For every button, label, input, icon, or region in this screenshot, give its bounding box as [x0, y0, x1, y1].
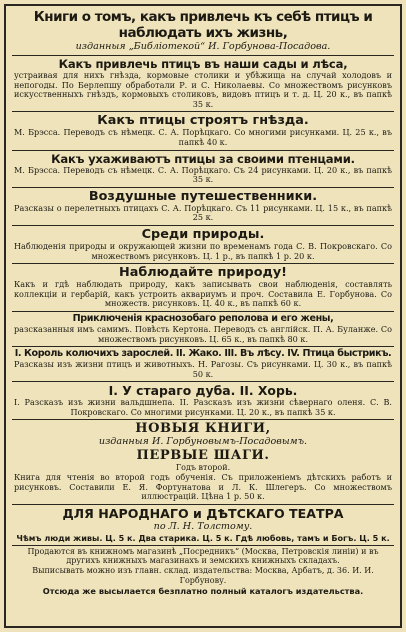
- divider: [12, 311, 394, 312]
- book-entry-6: [12, 265, 394, 309]
- book-description: Какъ и гдѣ наблюдать природу, какъ записывать свои наблюденія, составлять коллекціи и гербарій, какъ устроить аквариумъ и проч. Составила Е. Горбунова. Со множеств. рисунковъ. Ц. 40 к., въ папкѣ 60 к.: [14, 279, 392, 309]
- book-entry-8: [12, 348, 394, 379]
- book-description: Разсказы изъ жизни птицъ и животныхъ. Н. Рагозы. Съ рисунками. Ц. 30 к., въ папкѣ 50 к.: [14, 359, 392, 379]
- book-title: Какъ ухаживаютъ птицы за своими птенцами.: [51, 151, 355, 166]
- catalog-page: [4, 4, 402, 628]
- page-title: Книги о томъ, какъ привлечь къ себѣ птицъ и наблюдать ихъ жизнь,: [33, 9, 373, 41]
- theatre-subtitle: по Л. Н. Толстому.: [153, 520, 253, 532]
- page-subtitle: изданныя „Библіотекой“ И. Горбунова-Посадова.: [75, 41, 331, 52]
- divider: [12, 419, 394, 420]
- book-description: Наблюденія природы и окружающей жизни по временамъ года С. В. Покровскаго. Со множествомъ рисунковъ. Ц. 1 р., въ папкѣ 1 р. 20 к.: [14, 240, 392, 261]
- new-book-year: Годъ второй.: [175, 463, 231, 473]
- book-title: Какъ привлечь птицъ въ наши сады и лѣса,: [58, 57, 348, 71]
- book-title: Приключенія краснозобаго реполова и его жены,: [72, 312, 334, 324]
- divider: [12, 55, 394, 56]
- book-entry-4: [12, 189, 394, 223]
- footer-order-address: Выписывать можно изъ главн. склад. издательства: Москва, Арбатъ, д. 36. И. И. Горбунову.: [32, 565, 374, 585]
- footer-where-sold: Продаются въ книжномъ магазинѣ „Посредникъ“ (Москва, Петровскія линіи) и въ другихъ книжныхъ магазинахъ и земскихъ книжныхъ складахъ.: [27, 546, 379, 566]
- book-entry-2: [12, 113, 394, 147]
- book-title: Наблюдайте природу!: [118, 265, 287, 281]
- book-description: устраивая для нихъ гнѣзда, кормовые столики и убѣжища на случай холодовъ и непогоды. По Берлепшу обработали Р. и С. Николаевы. Со множествомъ рисунковъ искусственныхъ гнѣздъ, кормовыхъ столиковъ, видовъ птицъ и т. д. Ц. 20 к., въ папкѣ 35 к.: [14, 70, 392, 109]
- theatre-titles: Чѣмъ люди живы. Ц. 5 к. Два старика. Ц. 5 к. Гдѣ любовь, тамъ и Богъ. Ц. 5 к.: [16, 532, 390, 543]
- new-books-section: [12, 421, 394, 501]
- book-entry-5: [12, 227, 394, 261]
- theatre-section: [12, 506, 394, 543]
- book-title: I. Король колючихъ зарослей. II. Жако. III. Въ лѣсу. IV. Птица быстрикъ.: [14, 348, 392, 360]
- new-books-heading: НОВЫЯ КНИГИ,: [135, 421, 271, 437]
- divider: [12, 187, 394, 188]
- new-book-description: Книга для чтенія во второй годъ обученія. Съ приложеніемъ дѣтскихъ работъ и рисунковъ. Составили Е. Я. Фортунатова и Л. К. Шлегеръ. Со множествомъ иллюстрацій. Цѣна 1 р. 50 к.: [14, 471, 392, 502]
- page-header: [12, 9, 394, 53]
- book-description: М. Брэсса. Переводъ съ нѣмецк. С. А. Порѣцкаго. Со многими рисунками. Ц. 25 к., въ папкѣ 40 к.: [14, 127, 392, 147]
- theatre-heading: ДЛЯ НАРОДНАГО и ДѢТСКАГО ТЕАТРА: [62, 505, 344, 521]
- footer: [12, 547, 394, 597]
- book-entry-9: [12, 383, 394, 417]
- book-description: I. Разсказъ изъ жизни вальдшнепа. II. Разсказъ изъ жизни сѣвернаго оленя. С. В. Покровскаго. Со многими рисунками. Ц. 20 к., въ папкѣ 35 к.: [14, 397, 392, 417]
- book-entry-7: [12, 313, 394, 344]
- divider: [12, 346, 394, 347]
- divider: [12, 381, 394, 382]
- divider: [12, 504, 394, 505]
- divider: [12, 111, 394, 112]
- book-description: Разсказы о перелетныхъ птицахъ С. А. Порѣцкаго. Съ 11 рисунками. Ц. 15 к., въ папкѣ 25 к.: [14, 202, 392, 223]
- book-title: Воздушные путешественники.: [88, 188, 318, 204]
- book-title: Какъ птицы строятъ гнѣзда.: [97, 113, 309, 129]
- book-description: разсказанныя имъ самимъ. Повѣсть Кертона. Переводъ съ англійск. П. А. Буланже. Со множествомъ рисунковъ. Ц. 65 к., въ папкѣ 80 к.: [14, 323, 392, 344]
- divider: [12, 150, 394, 151]
- divider: [12, 545, 394, 546]
- book-description: М. Брэсса. Переводъ съ нѣмецк. С. А. Порѣцкаго. Съ 24 рисунками. Ц. 20 к., въ папкѣ 35 к.: [14, 164, 392, 185]
- new-books-subtitle: изданныя И. Горбуновымъ-Посадовымъ.: [98, 436, 308, 448]
- footer-catalog-note: Отсюда же высылается безплатно полный каталогъ издательства.: [42, 586, 364, 597]
- divider: [12, 225, 394, 226]
- book-title: Среди природы.: [141, 226, 265, 242]
- new-book-title: ПЕРВЫЕ ШАГИ.: [136, 448, 270, 464]
- book-entry-3: [12, 152, 394, 185]
- book-title: I. У стараго дуба. II. Хорь.: [108, 383, 298, 399]
- divider: [12, 263, 394, 264]
- book-entry-1: [12, 57, 394, 109]
